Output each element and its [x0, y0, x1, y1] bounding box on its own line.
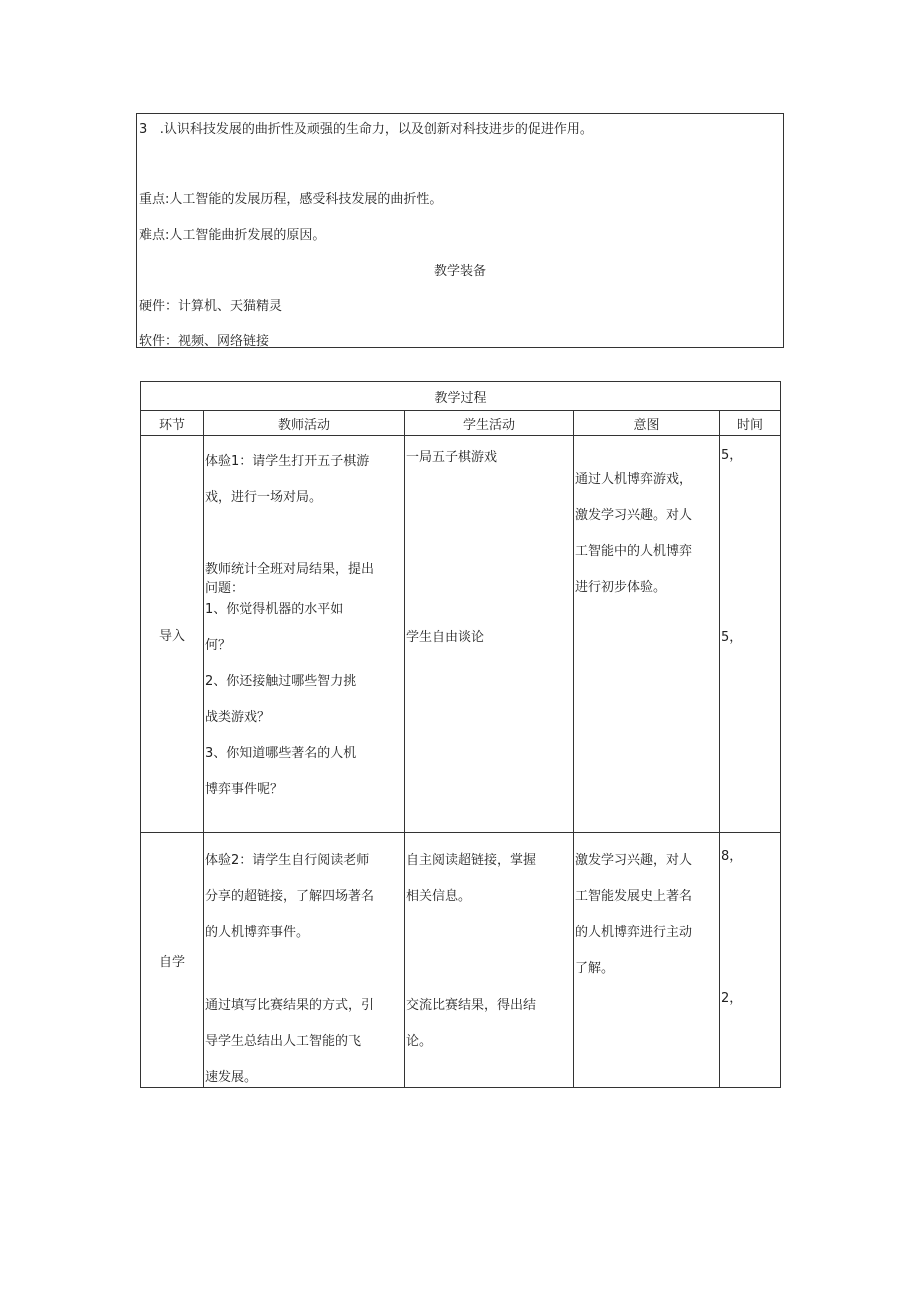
- header-stage: 环节: [141, 411, 204, 436]
- intent-line: 通过人机博弈游戏，: [575, 472, 693, 487]
- teacher-line: 体验1：请学生打开五子棋游: [205, 454, 370, 469]
- intent-line: 激发学习兴趣。对人: [575, 508, 693, 523]
- teacher-line: 的人机博弈事件。: [205, 925, 310, 940]
- stage-cell: 自学: [141, 833, 204, 1088]
- teacher-line: 通过填写比赛结果的方式，引: [205, 998, 375, 1013]
- stage-cell: 导入: [141, 436, 204, 833]
- time-line: 5，: [721, 448, 743, 463]
- item-number: 3: [139, 122, 148, 137]
- teacher-line: 戏，进行一场对局。: [205, 490, 323, 505]
- header-teacher: 教师活动: [204, 411, 405, 436]
- teacher-line: 速发展。: [205, 1070, 258, 1085]
- time-cell: [720, 436, 781, 833]
- teacher-line: 分享的超链接，了解四场著名: [205, 889, 375, 904]
- time-cell: [720, 833, 781, 1088]
- item-text: .认识科技发展的曲折性及顽强的生命力，以及创新对科技进步的促进作用。: [159, 122, 593, 137]
- teacher-line: 战类游戏？: [205, 710, 271, 725]
- time-line: 5，: [721, 630, 743, 645]
- objectives-box: [136, 113, 784, 348]
- teaching-process-table: [140, 381, 781, 1088]
- intent-cell: [574, 436, 720, 833]
- teacher-line: 1、你觉得机器的水平如: [205, 602, 344, 617]
- student-line: 学生自由谈论: [406, 630, 485, 645]
- hardware: 硬件：计算机、天猫精灵: [139, 299, 283, 314]
- teacher-line: 3、你知道哪些著名的人机: [205, 746, 357, 761]
- table-row: [141, 833, 781, 1088]
- header-intent: 意图: [574, 411, 720, 436]
- table-title: 教学过程: [141, 382, 781, 411]
- teacher-cell: [204, 833, 405, 1088]
- software: 软件：视频、网络链接: [139, 334, 270, 349]
- teacher-line: 教师统计全班对局结果，提出: [205, 562, 375, 577]
- header-student: 学生活动: [405, 411, 574, 436]
- teacher-line: 体验2：请学生自行阅读老师: [205, 853, 370, 868]
- student-line: 一局五子棋游戏: [406, 450, 498, 465]
- student-line: 论。: [406, 1034, 433, 1049]
- teacher-line: 2、你还接触过哪些智力挑: [205, 674, 357, 689]
- equipment-title: 教学装备: [433, 264, 486, 279]
- student-line: 自主阅读超链接，掌握: [406, 853, 537, 868]
- teacher-line: 何？: [205, 638, 232, 653]
- teacher-cell: [204, 436, 405, 833]
- intent-line: 进行初步体验。: [575, 580, 667, 595]
- time-line: 2，: [721, 991, 743, 1006]
- intent-cell: [574, 833, 720, 1088]
- key-point: 重点:人工智能的发展历程，感受科技发展的曲折性。: [139, 192, 443, 207]
- time-line: 8，: [721, 849, 743, 864]
- student-line: 交流比赛结果，得出结: [406, 998, 537, 1013]
- teacher-line: 导学生总结出人工智能的飞: [205, 1034, 362, 1049]
- table-row: [141, 436, 781, 833]
- student-cell: [405, 833, 574, 1088]
- objective-item-3: [139, 118, 593, 137]
- intent-line: 了解。: [575, 961, 615, 976]
- student-line: 相关信息。: [406, 889, 472, 904]
- teacher-line: 博弈事件呢？: [205, 782, 284, 797]
- intent-line: 工智能中的人机博弈: [575, 544, 693, 559]
- header-time: 时间: [720, 411, 781, 436]
- teacher-line: 问题：: [205, 581, 245, 596]
- difficulty: 难点:人工智能曲折发展的原因。: [139, 228, 326, 243]
- intent-line: 激发学习兴趣，对人: [575, 853, 693, 868]
- intent-line: 工智能发展史上著名: [575, 889, 693, 904]
- intent-line: 的人机博弈进行主动: [575, 925, 693, 940]
- student-cell: [405, 436, 574, 833]
